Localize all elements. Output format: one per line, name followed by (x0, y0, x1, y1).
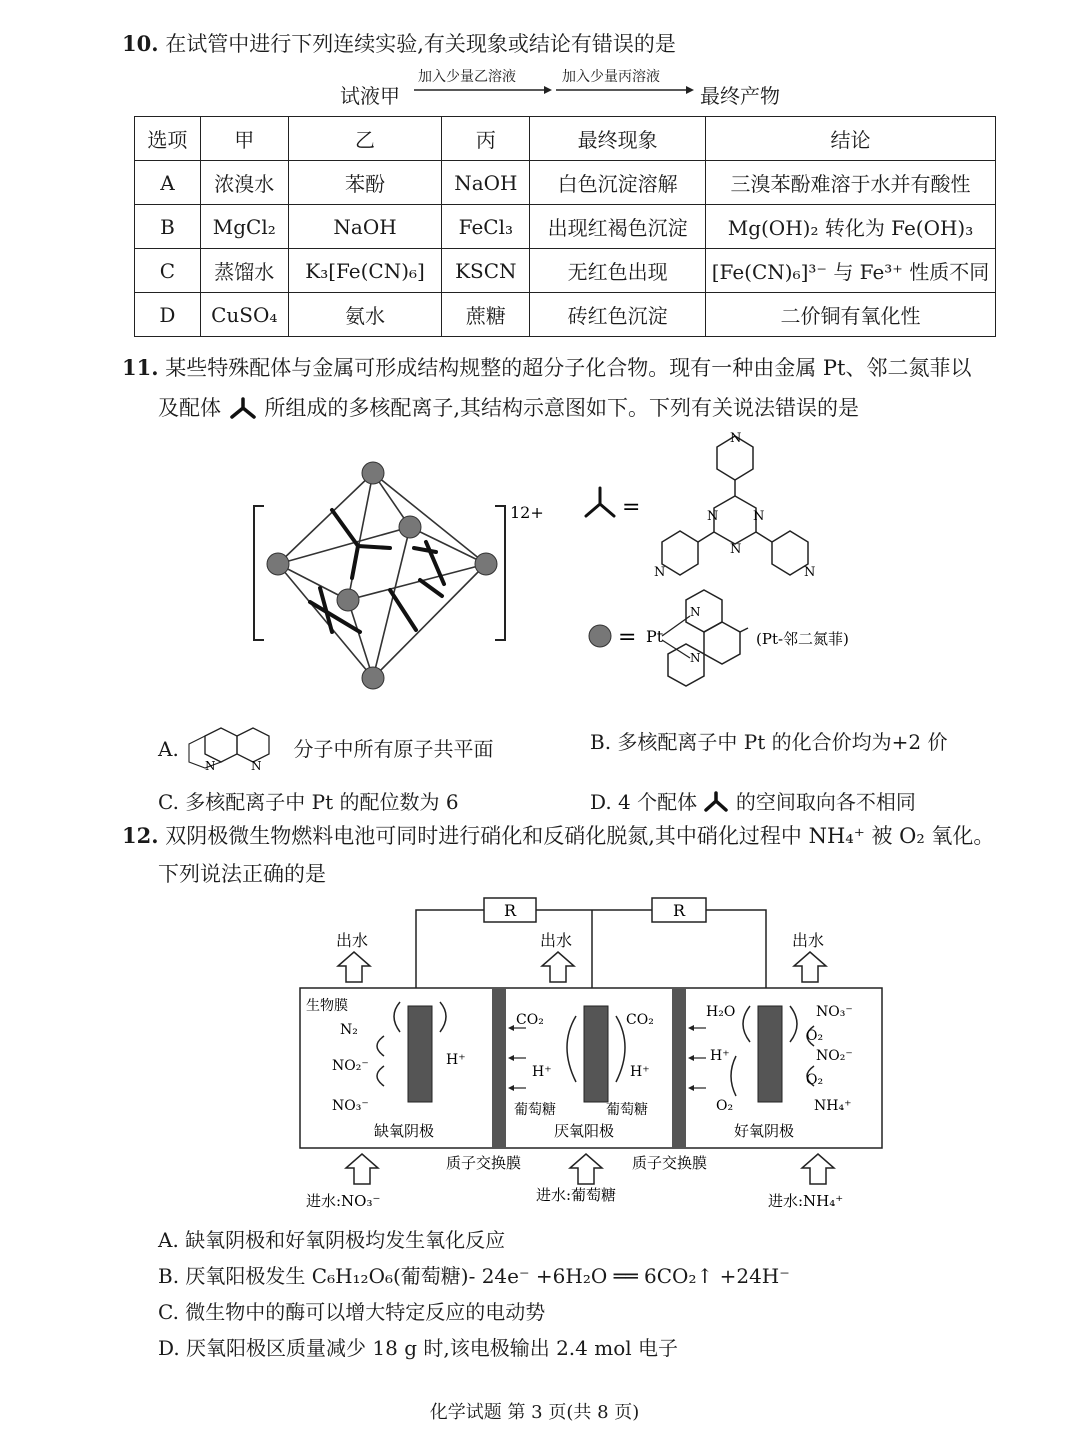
flow-start: 试液甲 (340, 84, 400, 108)
tripodal-ligand-icon (228, 395, 258, 419)
inlet-arrow-icon (570, 1154, 602, 1184)
table-cell: C (135, 249, 201, 293)
resistor-left-label: R (503, 901, 517, 920)
membrane-left (492, 988, 506, 1148)
phenanthroline-structure (185, 726, 287, 770)
membrane-label-right: 质子交换膜 (632, 1154, 708, 1172)
outflow-mid: 出水 (540, 931, 573, 950)
q11-stem-text-1: 某些特殊配体与金属可形成结构规整的超分子化合物。现有一种由金属 Pt、邻二氮菲以 (165, 356, 972, 380)
q10-stem (122, 30, 676, 58)
q12-stem-text-1: 双阴极微生物燃料电池可同时进行硝化和反硝化脱氮,其中硝化过程中 NH₄⁺ 被 O₂ 氧化。 (165, 824, 995, 848)
table-cell: D (135, 293, 201, 337)
inlet-mid-label: 进水:葡萄糖 (536, 1186, 617, 1204)
proton-label: H⁺ (630, 1064, 650, 1080)
electrode-right (758, 1006, 782, 1102)
table-cell: 三溴苯酚难溶于水并有酸性 (705, 161, 995, 205)
q11-choice-d (590, 786, 916, 815)
q12-choice-c: C. 微生物中的酶可以增大特定反应的电动势 (158, 1300, 546, 1324)
biofilm-label: 生物膜 (306, 998, 348, 1014)
fuel-cell-diagram (296, 896, 886, 1216)
proton-label: H⁺ (532, 1064, 552, 1080)
table-cell: KSCN (442, 249, 530, 293)
table-header: 甲 (200, 117, 288, 161)
electrode-mid (584, 1006, 608, 1102)
glucose-label: 葡萄糖 (606, 1102, 648, 1118)
q10-flow-scheme (340, 62, 800, 112)
o2-label: O₂ (716, 1098, 734, 1114)
table-cell: 蒸馏水 (200, 249, 288, 293)
outflow-right: 出水 (792, 931, 825, 950)
right-species: O₂ (806, 1072, 824, 1088)
outflow-left: 出水 (336, 931, 369, 950)
table-cell: 浓溴水 (200, 161, 288, 205)
right-species: NO₃⁻ (816, 1004, 853, 1020)
table-cell: 砖红色沉淀 (530, 293, 706, 337)
table-cell: 蔗糖 (442, 293, 530, 337)
table-cell: NaOH (288, 205, 442, 249)
membrane-right (672, 988, 686, 1148)
table-cell: [Fe(CN)₆]³⁻ 与 Fe³⁺ 性质不同 (705, 249, 995, 293)
right-species: NH₄⁺ (814, 1098, 852, 1114)
right-species: NO₂⁻ (816, 1048, 853, 1064)
flow-arrow-2 (554, 84, 694, 96)
proton-label: H⁺ (710, 1048, 730, 1064)
flow-step1-label: 加入少量乙溶液 (418, 69, 516, 85)
table-cell: MgCl₂ (200, 205, 288, 249)
table-cell: FeCl₃ (442, 205, 530, 249)
resistor-right-label: R (672, 901, 686, 920)
table-header-row (135, 117, 996, 161)
table-cell: Mg(OH)₂ 转化为 Fe(OH)₃ (705, 205, 995, 249)
table-cell: A (135, 161, 201, 205)
table-cell: NaOH (442, 161, 530, 205)
n-atom: N (251, 759, 262, 770)
ligand-legend-diagram (578, 428, 908, 696)
table-header: 乙 (288, 117, 442, 161)
q11-number: 11. (122, 355, 159, 380)
right-species: O₂ (806, 1028, 824, 1044)
membrane-label-left: 质子交换膜 (446, 1154, 522, 1172)
left-species: NO₃⁻ (332, 1098, 369, 1114)
left-species: N₂ (340, 1022, 358, 1038)
inlet-left-label: 进水:NO₃⁻ (306, 1192, 381, 1210)
q11-choice-c: C. 多核配离子中 Pt 的配位数为 6 (158, 790, 459, 814)
table-header: 丙 (442, 117, 530, 161)
q11-stem-line2 (158, 394, 859, 422)
table-cell: B (135, 205, 201, 249)
table-cell: CuSO₄ (200, 293, 288, 337)
table-row (135, 161, 996, 205)
q11-choice-a (158, 726, 494, 770)
q12-choice-a: A. 缺氧阴极和好氧阴极均发生氧化反应 (158, 1228, 506, 1252)
q10-number: 10. (122, 31, 159, 56)
n-atom: N (707, 509, 719, 524)
q12-stem-line2: 下列说法正确的是 (158, 862, 326, 886)
table-header: 最终现象 (530, 117, 706, 161)
n-atom: N (730, 542, 742, 557)
legend-equals-1: = (622, 495, 641, 520)
choice-a-text: 分子中所有原子共平面 (293, 737, 494, 761)
q12-number: 12. (122, 823, 159, 848)
table-header: 选项 (135, 117, 201, 161)
legend-equals-2: = (618, 625, 637, 650)
q11-stem-text-2a: 及配体 (158, 396, 221, 420)
q11-stem-line1 (122, 354, 971, 382)
inlet-arrow-icon (802, 1154, 834, 1184)
q12-choice-d: D. 厌氧阳极区质量减少 18 g 时,该电极输出 2.4 mol 电子 (158, 1336, 678, 1360)
inlet-right-label: 进水:NH₄⁺ (768, 1192, 844, 1210)
q12-stem-line1 (122, 822, 994, 850)
n-atom: N (654, 565, 666, 580)
pt-label: Pt (646, 627, 664, 646)
q11-choice-b: B. 多核配离子中 Pt 的化合价均为+2 价 (590, 730, 948, 754)
table-cell: 苯酚 (288, 161, 442, 205)
mid-electrode-label: 厌氧阳极 (554, 1122, 615, 1140)
q10-stem-text: 在试管中进行下列连续实验,有关现象或结论有错误的是 (165, 32, 676, 56)
page-footer: 化学试题 第 3 页(共 8 页) (429, 1402, 640, 1423)
n-atom: N (804, 565, 816, 580)
left-species: NO₂⁻ (332, 1058, 369, 1074)
table-cell: K₃[Fe(CN)₆] (288, 249, 442, 293)
inlet-arrow-icon (346, 1154, 378, 1184)
table-cell: 氨水 (288, 293, 442, 337)
choice-d-text-a: D. 4 个配体 (590, 790, 698, 814)
q12-choice-b: B. 厌氧阳极发生 C₆H₁₂O₆(葡萄糖)- 24e⁻ +6H₂O ══ 6CO₂↑ +24H⁻ (158, 1264, 790, 1288)
table-cell: 白色沉淀溶解 (530, 161, 706, 205)
q11-stem-text-2b: 所组成的多核配离子,其结构示意图如下。下列有关说法错误的是 (264, 396, 860, 420)
choice-d-text-b: 的空间取向各不相同 (735, 790, 916, 814)
choice-a-letter: A. (158, 737, 179, 761)
table-cell: 出现红褐色沉淀 (530, 205, 706, 249)
table-cell: 无红色出现 (530, 249, 706, 293)
table-row (135, 205, 996, 249)
flow-end: 最终产物 (700, 84, 780, 108)
pt-phen-label: (Pt-邻二氮菲) (756, 630, 849, 648)
glucose-label: 葡萄糖 (514, 1102, 556, 1118)
n-atom: N (753, 509, 765, 524)
octahedral-cage-diagram (240, 440, 560, 700)
right-electrode-label: 好氧阴极 (734, 1122, 795, 1140)
tripodal-ligand-icon (703, 790, 729, 812)
h2o-label: H₂O (706, 1004, 736, 1020)
outflow-arrow-icon (338, 952, 370, 982)
n-atom: N (730, 431, 742, 446)
outflow-arrow-icon (794, 952, 826, 982)
table-cell: 二价铜有氧化性 (705, 293, 995, 337)
co2-label: CO₂ (626, 1012, 654, 1028)
n-atom: N (205, 759, 216, 770)
table-row (135, 293, 996, 337)
left-electrode-label: 缺氧阴极 (374, 1122, 435, 1140)
cage-charge: 12+ (510, 503, 544, 522)
table-row (135, 249, 996, 293)
electrode-left (408, 1006, 432, 1102)
outflow-arrow-icon (542, 952, 574, 982)
q10-table (134, 116, 996, 337)
n-atom: N (690, 605, 701, 619)
proton-label: H⁺ (446, 1052, 466, 1068)
table-header: 结论 (705, 117, 995, 161)
n-atom: N (690, 651, 701, 665)
flow-arrow-1 (412, 84, 552, 96)
co2-label: CO₂ (516, 1012, 544, 1028)
flow-step2-label: 加入少量丙溶液 (562, 69, 660, 85)
